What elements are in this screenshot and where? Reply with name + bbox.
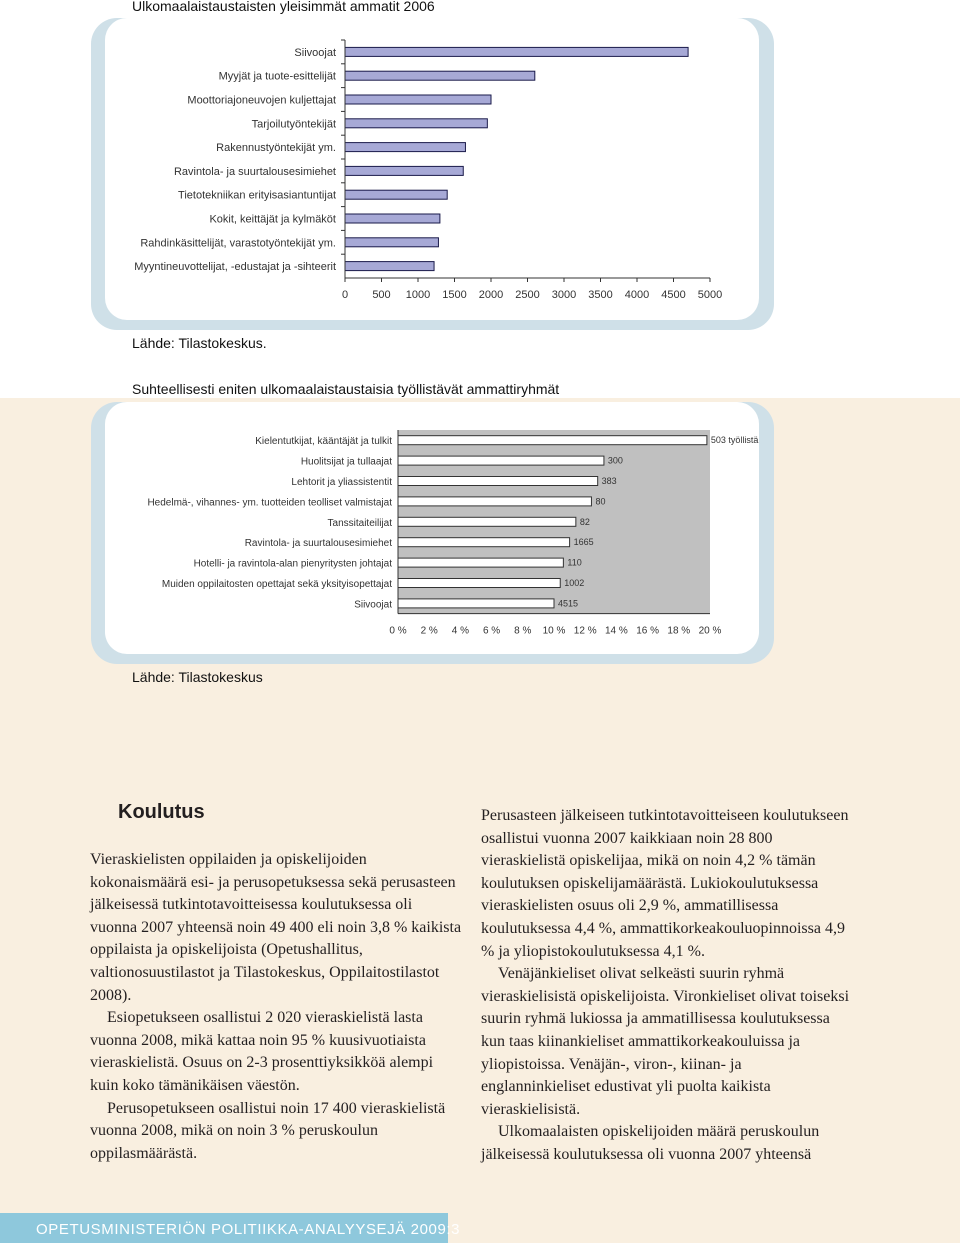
category-label: Kielentutkijat, kääntäjät ja tulkit xyxy=(255,436,392,448)
data-label: 1665 xyxy=(573,537,594,548)
bar xyxy=(345,262,434,271)
x-tick-label: 8 % xyxy=(514,625,532,637)
bar xyxy=(345,71,535,80)
bar xyxy=(345,166,463,175)
chart1-source: Lähde: Tilastokeskus. xyxy=(132,335,267,351)
category-label: Ravintola- ja suurtalousesimiehet xyxy=(244,538,392,550)
bar xyxy=(345,119,487,128)
bar xyxy=(398,497,591,506)
category-label: Kokit, keittäjät ja kylmäköt xyxy=(209,213,336,226)
article-paragraph: Ulkomaalaisten opiskelijoiden määrä peruskoulun jälkeisessä koulutuksessa oli vuonna 2007 yhteensä xyxy=(481,1123,820,1163)
category-label: Lehtorit ja yliassistentit xyxy=(291,477,392,488)
article-right-column xyxy=(481,805,853,1167)
x-tick-label: 4 % xyxy=(451,625,470,637)
bar xyxy=(398,436,707,445)
article-paragraph: Venäjänkieliset olivat selkeästi suurin ryhmä vieraskielisistä opiskelijoista. Vironkieliset olivat toiseksi suurin ryhmä lukiossa ja ammatillisessa koulutuksessa kun taas kiinankieliset ammattikorkeakouluissa ja yliopistoissa. Venäjän-, viron-, kiinan- ja englanninkieliset edustivat yli puolta kaikista vieraskielisistä. xyxy=(481,965,850,1118)
x-tick-label: 1000 xyxy=(405,289,431,301)
x-tick-label: 3500 xyxy=(588,289,613,301)
category-label: Tietotekniikan erityisasiantuntijat xyxy=(178,189,336,202)
x-tick-label: 3000 xyxy=(551,289,577,301)
category-label: Ravintola- ja suurtalousesimiehet xyxy=(173,165,336,178)
footer-series-title: OPETUSMINISTERIÖN POLITIIKKA-ANALYYSEJÄ 2009:3 xyxy=(36,1221,461,1238)
bar xyxy=(398,538,570,547)
bar xyxy=(398,477,598,486)
bar xyxy=(345,143,465,152)
data-label: 4515 xyxy=(558,598,579,609)
category-label: Muiden oppilaitosten opettajat sekä yksityisopettajat xyxy=(161,579,392,590)
x-tick-label: 6 % xyxy=(482,625,501,637)
category-label: Rakennustyöntekijät ym. xyxy=(216,142,336,155)
category-label: Myyntineuvottelijat, -edustajat ja -sihteerit xyxy=(134,261,336,274)
bar xyxy=(345,95,491,104)
category-label: Tarjoilutyöntekijät xyxy=(251,118,336,131)
category-label: Hedelmä-, vihannes- ym. tuotteiden teolliset valmistajat xyxy=(147,497,392,509)
category-label: Tanssitaiteilijat xyxy=(327,517,392,529)
category-label: Huolitsijat ja tullaajat xyxy=(300,456,392,468)
category-label: Myyjät ja tuote-esittelijät xyxy=(218,70,336,83)
x-tick-label: 0 % xyxy=(389,625,407,637)
category-label: Hotelli- ja ravintola-alan pienyritysten johtajat xyxy=(193,558,392,570)
x-tick-label: 4000 xyxy=(624,289,650,301)
bar xyxy=(398,558,563,567)
chart2-heading: Suhteellisesti eniten ulkomaalaistaustaisia työllistävät ammattiryhmät xyxy=(132,381,560,397)
category-label: Moottoriajoneuvojen kuljettajat xyxy=(187,94,336,107)
bar xyxy=(398,599,554,608)
bar xyxy=(398,517,576,526)
bar xyxy=(398,579,560,588)
x-tick-label: 500 xyxy=(372,289,391,301)
article-paragraph: Esiopetukseen osallistui 2 020 vieraskielistä lasta vuonna 2008, mikä kattaa noin 95 % kuusivuotiaista vieraskielistä. Osuus on 2-3 prosenttiyksikköä alempi kuin koko tämänikäisen väestön. xyxy=(90,1009,434,1094)
x-tick-label: 20 % xyxy=(698,625,722,637)
data-label: 82 xyxy=(579,516,590,527)
x-tick-label: 2 % xyxy=(420,625,438,637)
chart2-plot xyxy=(0,398,960,668)
bar xyxy=(345,238,438,247)
x-tick-label: 1500 xyxy=(442,289,467,301)
data-label: 1002 xyxy=(564,578,585,588)
article-paragraph: Perusopetukseen osallistui noin 17 400 vieraskielistä vuonna 2008, mikä on noin 3 % peruskoulun oppilasmäärästä. xyxy=(90,1099,446,1162)
data-label: 80 xyxy=(595,496,606,507)
x-tick-label: 4500 xyxy=(661,289,686,301)
x-tick-label: 14 % xyxy=(605,625,628,637)
article-paragraph: Vieraskielisten oppilaiden ja opiskelijoiden kokonaismäärä esi- ja perusopetuksessa sekä perusasteen jälkeisessä tutkintotavoitteisessa koulutuksessa oli vuonna 2007 yhteensä noin 49 400 eli noin 3,8 % kaikista oppilaista ja opiskelijoista (Opetushallitus, valtionosuustilastot ja Tilastokeskus, Oppilaitostilastot 2008). xyxy=(90,851,462,1004)
bar xyxy=(345,214,440,223)
x-tick-label: 12 % xyxy=(573,625,597,637)
x-tick-label: 2000 xyxy=(478,289,504,301)
category-label: Siivoojat xyxy=(294,46,336,59)
data-label: 503 työllistä xyxy=(710,435,759,446)
x-tick-label: 2500 xyxy=(515,289,540,301)
category-label: Rahdinkäsittelijät, varastotyöntekijät ym. xyxy=(140,237,336,250)
data-label: 110 xyxy=(567,557,582,568)
bar xyxy=(345,47,688,56)
x-tick-label: 5000 xyxy=(697,289,723,301)
chart1-heading: Ulkomaalaistaustaisten yleisimmät ammatit 2006 xyxy=(132,0,435,14)
chart1-plot xyxy=(0,0,960,340)
x-tick-label: 18 % xyxy=(667,625,691,637)
x-tick-label: 16 % xyxy=(636,625,659,637)
bar xyxy=(345,190,447,199)
bar xyxy=(398,456,604,465)
section-title: Koulutus xyxy=(118,801,205,823)
article-paragraph: Perusasteen jälkeiseen tutkintotavoitteiseen koulutukseen osallistui vuonna 2007 kaikkiaan noin 28 800 vieraskielistä opiskelijaa, mikä on noin 4,2 % tämän koulutuksen opiskelijamäärästä. Lukiokoulutuksessa vieraskielisten osuus oli 2,9 %, ammatillisessa koulutuksessa 4,4 %, ammattikorkeakouluopinnoissa 4,9 % ja yliopistokoulutuksessa 4,1 %. xyxy=(481,807,849,960)
article-left-column xyxy=(90,849,462,1165)
x-tick-label: 0 xyxy=(341,289,349,301)
chart2-source: Lähde: Tilastokeskus xyxy=(132,669,263,685)
data-label: 383 xyxy=(601,476,617,486)
data-label: 300 xyxy=(607,455,623,466)
category-label: Siivoojat xyxy=(354,599,392,611)
x-tick-label: 10 % xyxy=(542,625,566,637)
